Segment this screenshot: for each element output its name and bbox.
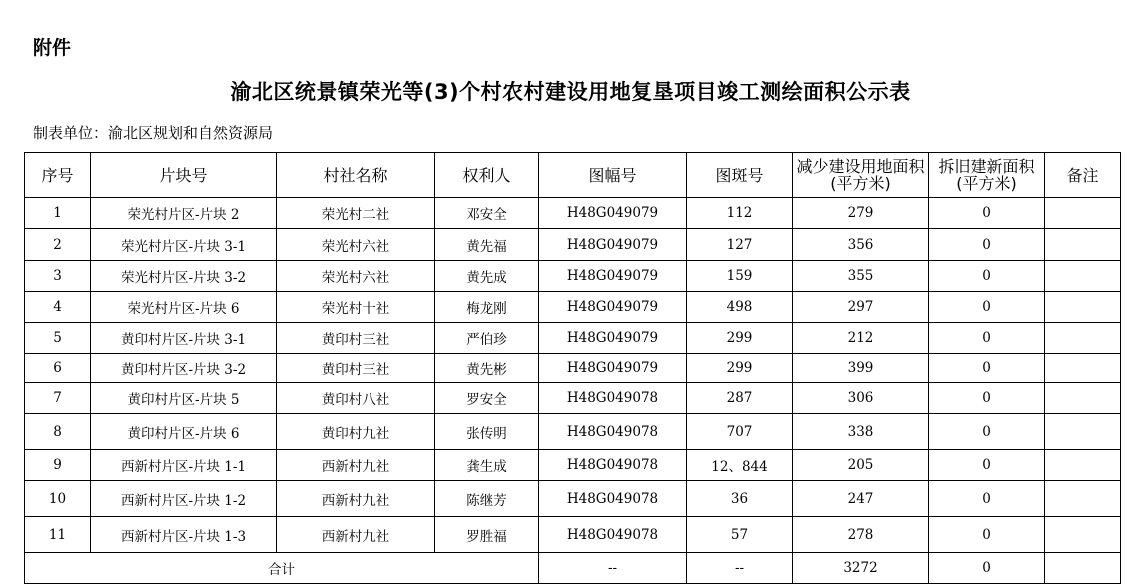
column-header: 村社名称 (277, 153, 435, 198)
cell-reduced: 355 (793, 261, 929, 292)
column-header: 图幅号 (539, 153, 687, 198)
cell-rebuilt: 0 (929, 414, 1045, 450)
column-header: 拆旧建新面积(平方米) (929, 153, 1045, 198)
cell-village: 西新村九社 (277, 517, 435, 553)
cell-village: 黄印村三社 (277, 323, 435, 354)
cell-owner: 黄先彬 (435, 354, 539, 383)
cell-rebuilt: 0 (929, 292, 1045, 323)
total-sheet: -- (539, 553, 687, 584)
cell-village: 荣光村六社 (277, 261, 435, 292)
cell-no: 5 (25, 323, 91, 354)
table-row (25, 261, 1121, 292)
cell-rebuilt: 0 (929, 450, 1045, 481)
table-row (25, 292, 1121, 323)
cell-owner: 陈继芳 (435, 481, 539, 517)
cell-village: 黄印村八社 (277, 383, 435, 414)
column-header: 减少建设用地面积(平方米) (793, 153, 929, 198)
cell-rebuilt: 0 (929, 198, 1045, 229)
cell-reduced: 205 (793, 450, 929, 481)
cell-patch: 299 (687, 354, 793, 383)
cell-note (1045, 198, 1121, 229)
cell-note (1045, 261, 1121, 292)
cell-patch: 57 (687, 517, 793, 553)
cell-rebuilt: 0 (929, 481, 1045, 517)
cell-block: 黄印村片区-片块 3-2 (91, 354, 277, 383)
table-row (25, 383, 1121, 414)
cell-note (1045, 229, 1121, 261)
table-row (25, 229, 1121, 261)
cell-no: 11 (25, 517, 91, 553)
cell-patch: 127 (687, 229, 793, 261)
cell-patch: 159 (687, 261, 793, 292)
cell-note (1045, 323, 1121, 354)
table-row (25, 414, 1121, 450)
cell-sheet: H48G049079 (539, 229, 687, 261)
cell-no: 2 (25, 229, 91, 261)
cell-sheet: H48G049078 (539, 450, 687, 481)
cell-village: 荣光村二社 (277, 198, 435, 229)
cell-owner: 梅龙刚 (435, 292, 539, 323)
cell-no: 10 (25, 481, 91, 517)
cell-no: 8 (25, 414, 91, 450)
total-patch: -- (687, 553, 793, 584)
cell-block: 西新村片区-片块 1-1 (91, 450, 277, 481)
cell-reduced: 247 (793, 481, 929, 517)
cell-sheet: H48G049079 (539, 292, 687, 323)
cell-block: 黄印村片区-片块 6 (91, 414, 277, 450)
column-header: 权利人 (435, 153, 539, 198)
cell-sheet: H48G049079 (539, 261, 687, 292)
cell-no: 1 (25, 198, 91, 229)
cell-rebuilt: 0 (929, 383, 1045, 414)
cell-sheet: H48G049078 (539, 481, 687, 517)
cell-village: 荣光村十社 (277, 292, 435, 323)
total-reduced: 3272 (793, 553, 929, 584)
cell-block: 荣光村片区-片块 6 (91, 292, 277, 323)
cell-village: 西新村九社 (277, 450, 435, 481)
cell-no: 7 (25, 383, 91, 414)
cell-block: 西新村片区-片块 1-3 (91, 517, 277, 553)
column-header: 片块号 (91, 153, 277, 198)
cell-sheet: H48G049079 (539, 323, 687, 354)
cell-no: 9 (25, 450, 91, 481)
cell-patch: 12、844 (687, 450, 793, 481)
cell-note (1045, 383, 1121, 414)
cell-reduced: 278 (793, 517, 929, 553)
cell-owner: 罗胜福 (435, 517, 539, 553)
table-row (25, 450, 1121, 481)
column-header: 图斑号 (687, 153, 793, 198)
column-header: 序号 (25, 153, 91, 198)
cell-reduced: 338 (793, 414, 929, 450)
cell-owner: 张传明 (435, 414, 539, 450)
table-row (25, 323, 1121, 354)
cell-village: 西新村九社 (277, 481, 435, 517)
cell-owner: 龚生成 (435, 450, 539, 481)
cell-block: 荣光村片区-片块 2 (91, 198, 277, 229)
cell-rebuilt: 0 (929, 517, 1045, 553)
cell-rebuilt: 0 (929, 354, 1045, 383)
cell-note (1045, 354, 1121, 383)
cell-patch: 112 (687, 198, 793, 229)
cell-owner: 黄先成 (435, 261, 539, 292)
cell-reduced: 297 (793, 292, 929, 323)
cell-village: 黄印村三社 (277, 354, 435, 383)
cell-block: 荣光村片区-片块 3-1 (91, 229, 277, 261)
cell-sheet: H48G049079 (539, 354, 687, 383)
table-row (25, 481, 1121, 517)
cell-owner: 邓安全 (435, 198, 539, 229)
cell-patch: 36 (687, 481, 793, 517)
total-label: 合计 (25, 553, 539, 584)
cell-no: 4 (25, 292, 91, 323)
attachment-label: 附件 (33, 37, 72, 59)
header-row (25, 153, 1121, 198)
cell-sheet: H48G049079 (539, 198, 687, 229)
cell-village: 黄印村九社 (277, 414, 435, 450)
cell-no: 6 (25, 354, 91, 383)
cell-note (1045, 292, 1121, 323)
cell-patch: 498 (687, 292, 793, 323)
cell-no: 3 (25, 261, 91, 292)
cell-note (1045, 414, 1121, 450)
cell-reduced: 306 (793, 383, 929, 414)
table-row (25, 354, 1121, 383)
total-note (1045, 553, 1121, 584)
cell-note (1045, 481, 1121, 517)
cell-patch: 299 (687, 323, 793, 354)
cell-block: 黄印村片区-片块 5 (91, 383, 277, 414)
cell-owner: 黄先福 (435, 229, 539, 261)
cell-reduced: 279 (793, 198, 929, 229)
cell-reduced: 356 (793, 229, 929, 261)
cell-block: 黄印村片区-片块 3-1 (91, 323, 277, 354)
cell-sheet: H48G049078 (539, 383, 687, 414)
document-title: 渝北区统景镇荣光等(3)个村农村建设用地复垦项目竣工测绘面积公示表 (230, 80, 911, 104)
cell-rebuilt: 0 (929, 323, 1045, 354)
issuing-unit: 制表单位：渝北区规划和自然资源局 (33, 124, 274, 142)
cell-owner: 罗安全 (435, 383, 539, 414)
cell-reduced: 212 (793, 323, 929, 354)
cell-sheet: H48G049078 (539, 517, 687, 553)
cell-note (1045, 517, 1121, 553)
cell-owner: 严伯珍 (435, 323, 539, 354)
cell-village: 荣光村六社 (277, 229, 435, 261)
cell-patch: 707 (687, 414, 793, 450)
total-row (25, 553, 1121, 584)
column-header: 备注 (1045, 153, 1121, 198)
cell-block: 西新村片区-片块 1-2 (91, 481, 277, 517)
table-row (25, 198, 1121, 229)
cell-reduced: 399 (793, 354, 929, 383)
cell-block: 荣光村片区-片块 3-2 (91, 261, 277, 292)
cell-note (1045, 450, 1121, 481)
table-row (25, 517, 1121, 553)
area-table (24, 152, 1121, 584)
cell-rebuilt: 0 (929, 261, 1045, 292)
total-rebuilt: 0 (929, 553, 1045, 584)
cell-sheet: H48G049078 (539, 414, 687, 450)
cell-patch: 287 (687, 383, 793, 414)
cell-rebuilt: 0 (929, 229, 1045, 261)
